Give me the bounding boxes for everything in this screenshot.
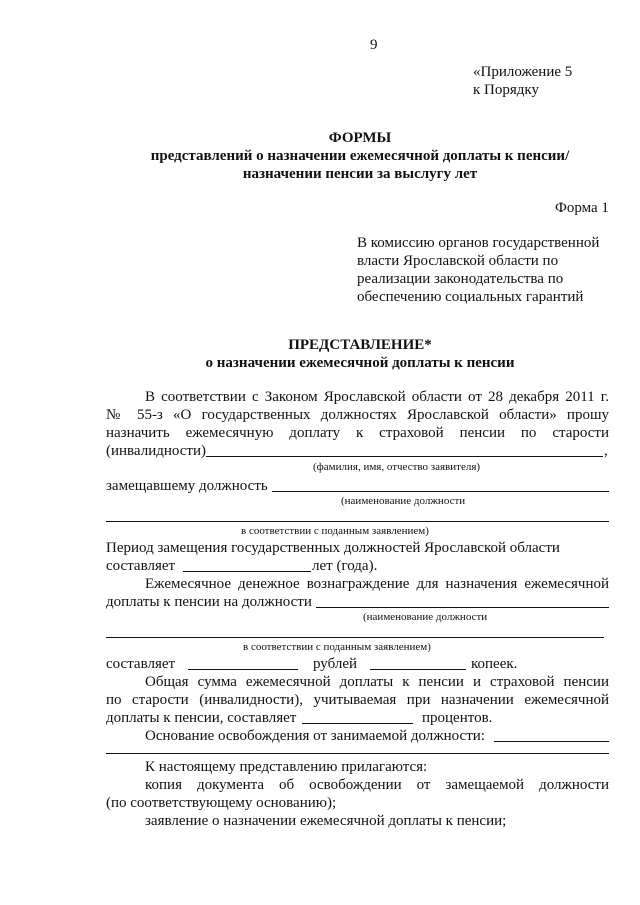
period-unit: лет (года).	[312, 558, 378, 574]
addressee-line-3: реализации законодательства по	[357, 271, 564, 287]
rubles-label: рублей	[313, 656, 358, 672]
attachment-2: заявление о назначении ежемесячной доплаты к пенсии;	[145, 813, 507, 829]
period-label: составляет	[106, 558, 176, 574]
forms-subtitle-2: назначении пенсии за выслугу лет	[242, 166, 478, 182]
attachment-1-line-1: копия документа об освобождении от замещаемой должности	[145, 777, 609, 793]
release-field-line-2	[106, 753, 609, 754]
hint-fio: (фамилия, имя, отчество заявителя)	[313, 461, 481, 473]
total-line-2: по старости (инвалидности), учитываемая при назначении ежемесячной	[106, 692, 609, 708]
paragraph-1-line-4-label: (инвалидности)	[106, 443, 207, 459]
percent-field-line	[302, 723, 413, 724]
hint-position-2: (наименование должности	[363, 611, 488, 623]
position-field-line-2	[106, 521, 609, 522]
addressee-line-4: обеспечению социальных гарантий	[357, 289, 584, 305]
addressee-line-2: власти Ярославской области по	[357, 253, 559, 269]
appendix-line-2: к Порядку	[473, 82, 539, 98]
amount-label: составляет	[106, 656, 176, 672]
release-label: Основание освобождения от занимаемой должности:	[145, 728, 485, 744]
release-field-line	[494, 741, 609, 742]
salary-position-field-line-2	[106, 637, 604, 638]
forms-subtitle-1: представлений о назначении ежемесячной доплаты к пенсии/	[150, 148, 570, 164]
total-line-3-label: доплаты к пенсии, составляет	[106, 710, 297, 726]
attachments-title: К настоящему представлению прилагаются:	[145, 759, 428, 775]
form-label: Форма 1	[555, 200, 609, 216]
salary-line-1: Ежемесячное денежное вознаграждение для назначения ежемесячной	[145, 576, 609, 592]
document-title: ПРЕДСТАВЛЕНИЕ*	[288, 337, 432, 353]
hint-statement-2: в соответствии с поданным заявлением)	[243, 641, 431, 653]
attachment-1-line-2: (по соответствующему основанию);	[106, 795, 337, 811]
period-line-1: Период замещения государственных должностей Ярославской области	[106, 540, 560, 556]
kopecks-field-line	[370, 669, 466, 670]
forms-heading: ФОРМЫ	[328, 130, 392, 146]
percent-label: процентов.	[422, 710, 493, 726]
paragraph-1-line-1: В соответствии с Законом Ярославской области от 28 декабря 2011 г.	[145, 389, 609, 405]
kopecks-label: копеек.	[471, 656, 518, 672]
paragraph-1-line-2: № 55-з «О государственных должностях Ярославской области» прошу	[106, 407, 609, 423]
fio-comma: ,	[604, 443, 608, 459]
addressee-line-1: В комиссию органов государственной	[357, 235, 600, 251]
position-label: замещавшему должность	[106, 478, 268, 494]
period-field-line	[183, 571, 311, 572]
rubles-field-line	[188, 669, 298, 670]
paragraph-1-line-3: назначить ежемесячную доплату к страховой пенсии по старости	[106, 425, 609, 441]
salary-position-field-line	[316, 607, 609, 608]
position-field-line	[272, 491, 609, 492]
hint-position: (наименование должности	[341, 495, 466, 507]
document-subtitle: о назначении ежемесячной доплаты к пенсии	[205, 355, 515, 371]
total-line-1: Общая сумма ежемесячной доплаты к пенсии и страховой пенсии	[145, 674, 609, 690]
fio-field-line	[206, 456, 603, 457]
appendix-line-1: «Приложение 5	[473, 64, 573, 80]
page-number: 9	[370, 37, 378, 53]
salary-line-2: доплаты к пенсии на должности	[106, 594, 312, 610]
hint-statement: в соответствии с поданным заявлением)	[241, 525, 429, 537]
